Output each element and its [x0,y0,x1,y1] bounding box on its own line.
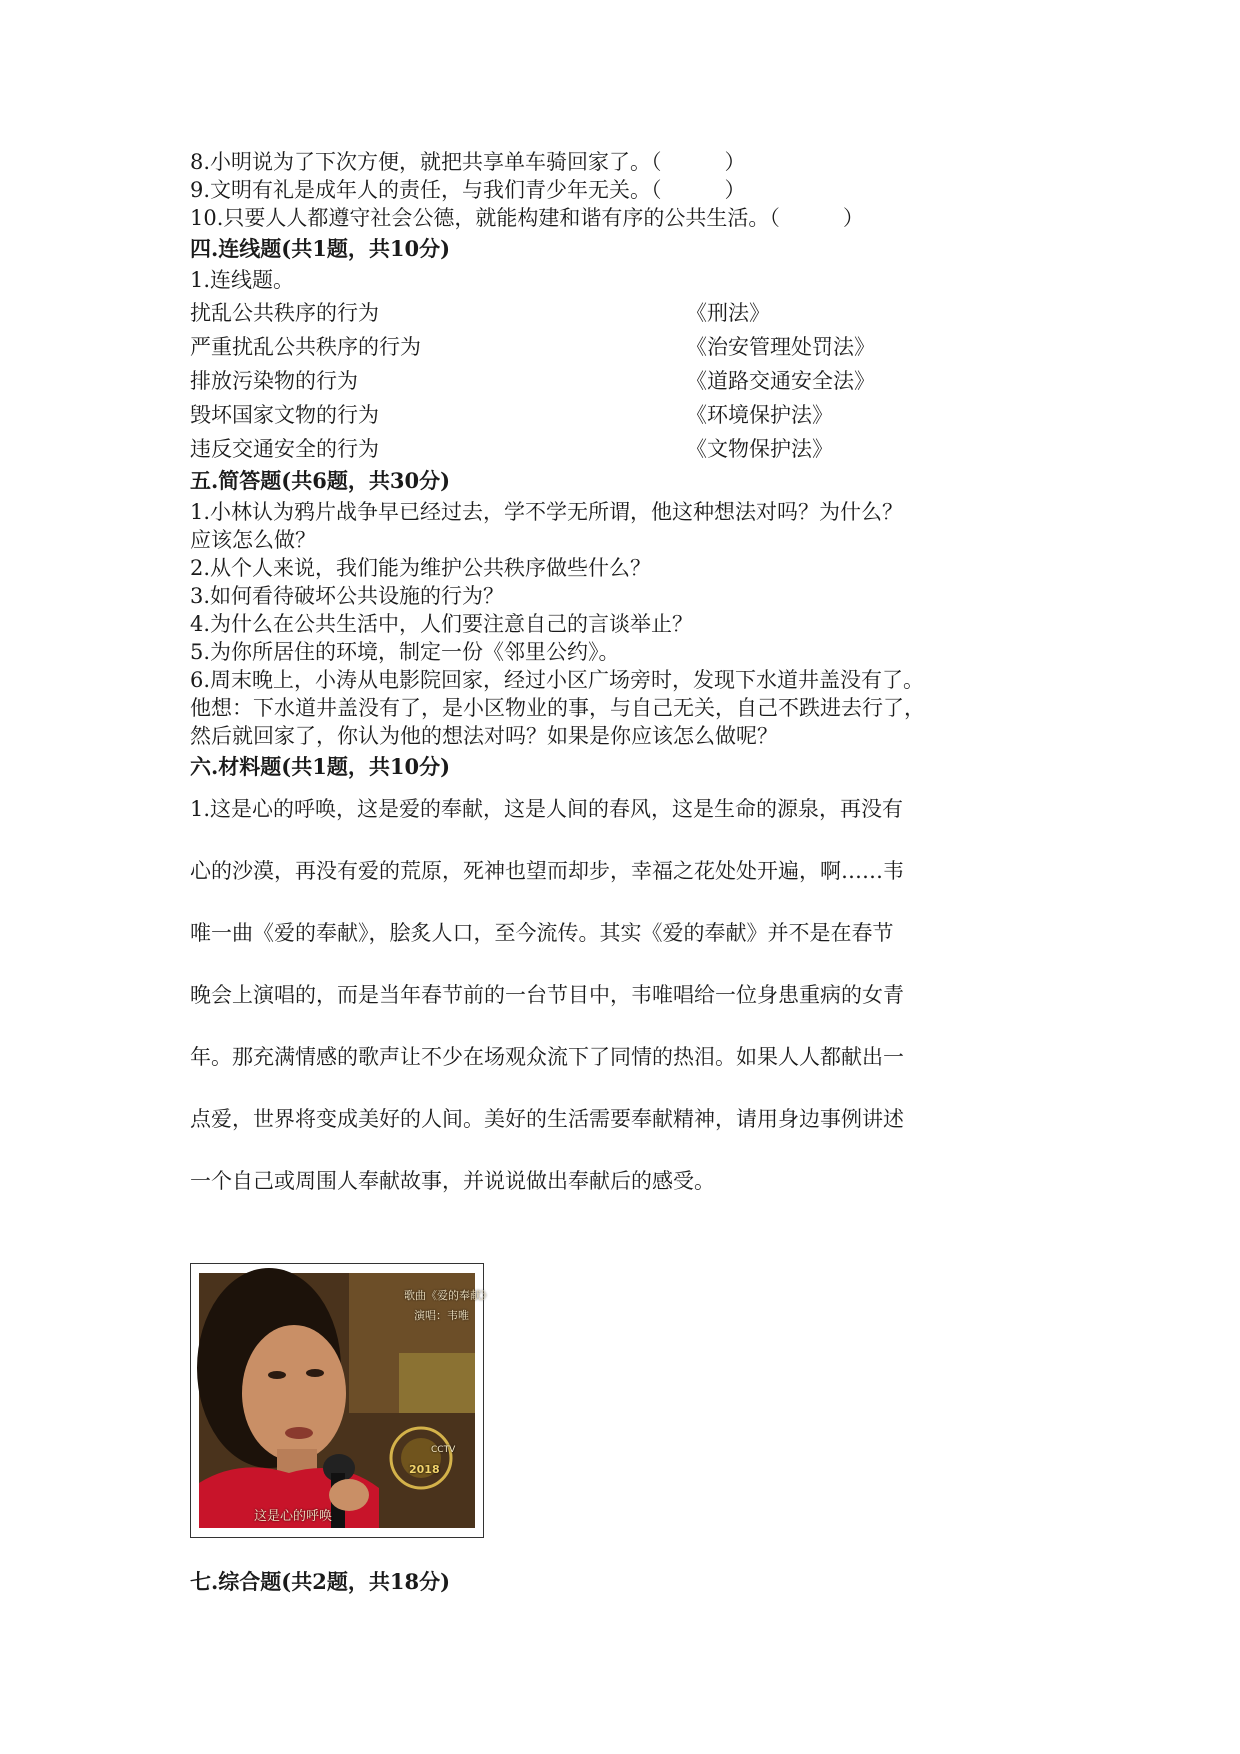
matching-right-item: 《文物保护法》 [686,437,833,461]
material-line: 点爱，世界将变成美好的人间。美好的生活需要奉献精神，请用身边事例讲述 [190,1107,904,1131]
matching-left-item: 扰乱公共秩序的行为 [190,301,379,325]
short-answer-line: 5.为你所居住的环境，制定一份《邻里公约》。 [190,640,620,664]
matching-left-item: 毁坏国家文物的行为 [190,403,379,427]
judgment-item: 8.小明说为了下次方便，就把共享单车骑回家了。（ ） [190,150,746,174]
short-answer-line: 3.如何看待破坏公共设施的行为？ [190,584,505,608]
judgment-list [190,148,1060,232]
short-answer-line: 然后就回家了，你认为他的想法对吗？如果是你应该怎么做呢？ [190,724,778,748]
singer-caption: 演唱：韦唯 [414,1309,469,1322]
matching-question: 1.连线题。 [190,268,295,292]
material-line: 唯一曲《爱的奉献》，脍炙人口，至今流传。其实《爱的奉献》并不是在春节 [190,921,894,945]
material-line: 年。那充满情感的歌声让不少在场观众流下了同情的热泪。如果人人都献出一 [190,1045,904,1069]
singer-photo [199,1273,492,1528]
short-answer-line: 4.为什么在公共生活中，人们要注意自己的言谈举止？ [190,612,694,636]
matching-left-item: 严重扰乱公共秩序的行为 [190,335,421,359]
matching-left-item: 排放污染物的行为 [190,369,358,393]
section-heading-comprehensive: 七.综合题(共2题，共18分) [190,1569,451,1594]
judgment-item: 10.只要人人都遵守社会公德，就能构建和谐有序的公共生活。（ ） [190,206,864,230]
matching-right-item: 《治安管理处罚法》 [686,335,875,359]
logo-year: 2018 [409,1463,440,1476]
material-paragraph [190,778,1060,1212]
matching-right-item: 《道路交通安全法》 [686,369,875,393]
material-line: 心的沙漠，再没有爱的荒原，死神也望而却步，幸福之花处处开遍，啊……韦 [190,859,904,883]
matching-right-item: 《刑法》 [686,301,770,325]
short-answer-line: 应该怎么做？ [190,528,316,552]
singer-photo-frame [190,1263,492,1538]
logo-brand: CCTV [431,1445,456,1455]
matching-right-item: 《环境保护法》 [686,403,833,427]
material-line: 1.这是心的呼唤，这是爱的奉献，这是人间的春风，这是生命的源泉，再没有 [190,797,904,821]
short-answer-line: 1.小林认为鸦片战争早已经过去，学不学无所谓，他这种想法对吗？为什么？ [190,500,904,524]
matching-table [190,298,1060,464]
short-answer-list [190,498,1060,750]
short-answer-line: 他想：下水道井盖没有了，是小区物业的事，与自己无关，自己不跌进去行了， [190,696,925,720]
section-heading-material: 六.材料题(共1题，共10分) [190,754,451,779]
short-answer-line: 6.周末晚上，小涛从电影院回家，经过小区广场旁时，发现下水道井盖没有了。 [190,668,925,692]
material-line: 一个自己或周围人奉献故事，并说说做出奉献后的感受。 [190,1169,715,1193]
song-caption: 歌曲《爱的奉献》 [404,1289,492,1302]
section-heading-matching: 四.连线题(共1题，共10分) [190,236,451,261]
matching-left-item: 违反交通安全的行为 [190,437,379,461]
short-answer-line: 2.从个人来说，我们能为维护公共秩序做些什么？ [190,556,652,580]
judgment-item: 9.文明有礼是成年人的责任，与我们青少年无关。（ ） [190,178,746,202]
material-line: 晚会上演唱的，而是当年春节前的一台节目中，韦唯唱给一位身患重病的女青 [190,983,904,1007]
subtitle-caption: 这是心的呼唤 [254,1509,333,1524]
exam-page [190,148,1060,1212]
section-heading-short-answer: 五.简答题(共6题，共30分) [190,468,451,493]
